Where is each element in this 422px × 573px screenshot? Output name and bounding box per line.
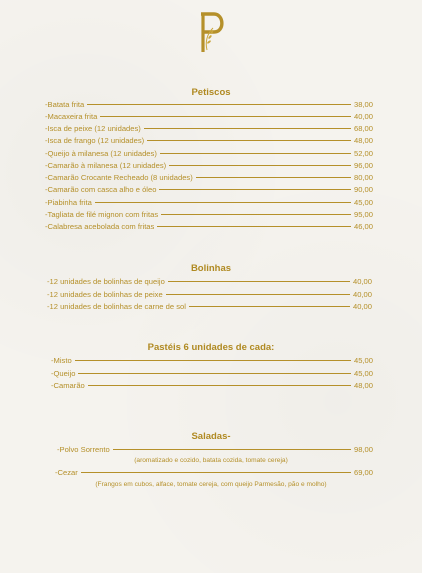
section-title-saladas: Saladas- [191,431,231,442]
menu-item: -Camarão à milanesa (12 unidades) 96,00 [45,161,373,170]
menu-item: -Camarão 48,00 [51,381,373,390]
menu-item: -Piabinha frita 45,00 [45,198,373,207]
menu-item: -12 unidades de bolinhas de queijo 40,00 [47,277,372,286]
letter-p-leaf-icon [197,10,227,54]
menu-item: -Cezar 69,00 [55,468,373,477]
menu-item: -Polvo Sorrento 98,00 [57,445,373,454]
section-title-petiscos: Petiscos [191,87,231,98]
item-description: (aromatizado e cozido, batata cozida, tomate cereja) [134,457,288,464]
menu-item: -Queijo à milanesa (12 unidades) 52,00 [45,149,373,158]
menu-item: -Queijo 45,00 [51,369,373,378]
section-title-pasteis: Pastéis 6 unidades de cada: [147,342,275,353]
menu-item: -Isca de peixe (12 unidades) 68,00 [45,124,373,133]
menu-item: -Camarão com casca alho e óleo 90,00 [45,185,373,194]
menu-item: -12 unidades de bolinhas de carne de sol 40,00 [47,302,372,311]
menu-item: -Tagliata de filé mignon com fritas 95,00 [45,210,373,219]
menu-item: -Batata frita 38,00 [45,100,373,109]
menu-item: -Isca de frango (12 unidades) 48,00 [45,136,373,145]
section-title-bolinhas: Bolinhas [190,263,232,274]
menu-item: -Macaxeira frita 40,00 [45,112,373,121]
menu-item: -12 unidades de bolinhas de peixe 40,00 [47,290,372,299]
menu-item: -Calabresa acebolada com fritas 46,00 [45,222,373,231]
menu-item: -Camarão Crocante Recheado (8 unidades) 80,00 [45,173,373,182]
item-description: (Frangos em cubos, alface, tomate cereja, com queijo Parmesão, pão e molho) [95,481,327,488]
menu-item: -Misto 45,00 [51,356,373,365]
